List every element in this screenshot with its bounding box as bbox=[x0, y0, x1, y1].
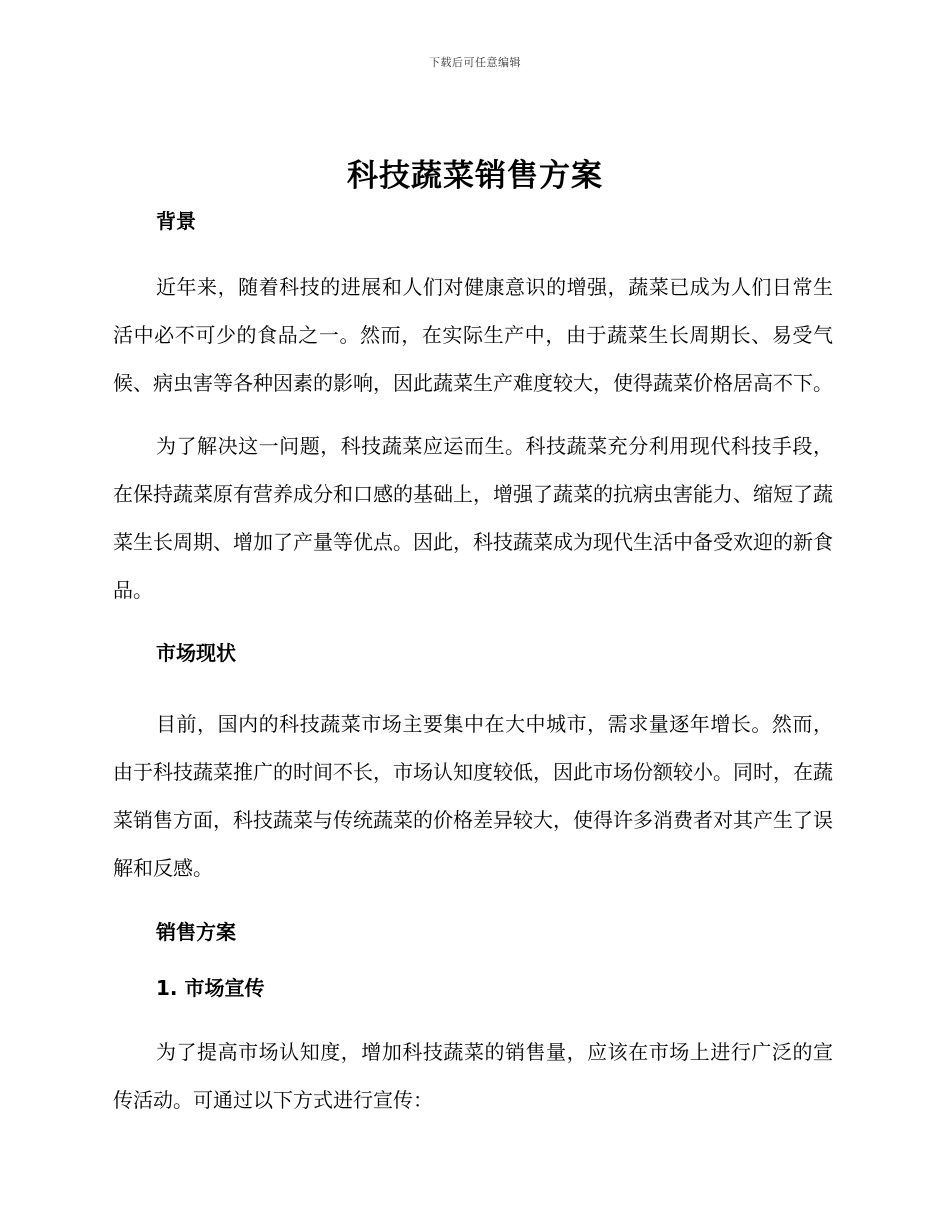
paragraph-background-2: 为了解决这一问题，科技蔬菜应运而生。科技蔬菜充分利用现代科技手段，在保持蔬菜原有营养成分和口感的基础上，增强了蔬菜的抗病虫害能力、缩短了蔬菜生长周期、增加了产量等优点。因此，科技蔬菜成为现代生活中备受欢迎的新食品。 bbox=[113, 434, 833, 602]
section-heading-background: 背景 bbox=[156, 209, 196, 233]
header-note: 下载后可任意编辑 bbox=[429, 56, 521, 69]
paragraph-market-1: 目前，国内的科技蔬菜市场主要集中在大中城市，需求量逐年增长。然而，由于科技蔬菜推广的时间不长，市场认知度较低，因此市场份额较小。同时，在蔬菜销售方面，科技蔬菜与传统蔬菜的价格差异较大，使得许多消费者对其产生了误解和反感。 bbox=[113, 712, 833, 880]
document-title: 科技蔬菜销售方案 bbox=[347, 158, 603, 194]
section-heading-plan: 销售方案 bbox=[156, 920, 236, 944]
section-heading-market: 市场现状 bbox=[156, 641, 236, 665]
subsection-heading-promotion: 1. 市场宣传 bbox=[156, 976, 265, 1000]
document-body bbox=[113, 205, 833, 1124]
paragraph-promotion-1: 为了提高市场认知度，增加科技蔬菜的销售量，应该在市场上进行广泛的宣传活动。可通过以下方式进行宣传： bbox=[113, 1040, 833, 1112]
paragraph-background-1: 近年来，随着科技的进展和人们对健康意识的增强，蔬菜已成为人们日常生活中必不可少的食品之一。然而，在实际生产中，由于蔬菜生长周期长、易受气候、病虫害等各种因素的影响，因此蔬菜生产难度较大，使得蔬菜价格居高不下。 bbox=[113, 275, 833, 395]
